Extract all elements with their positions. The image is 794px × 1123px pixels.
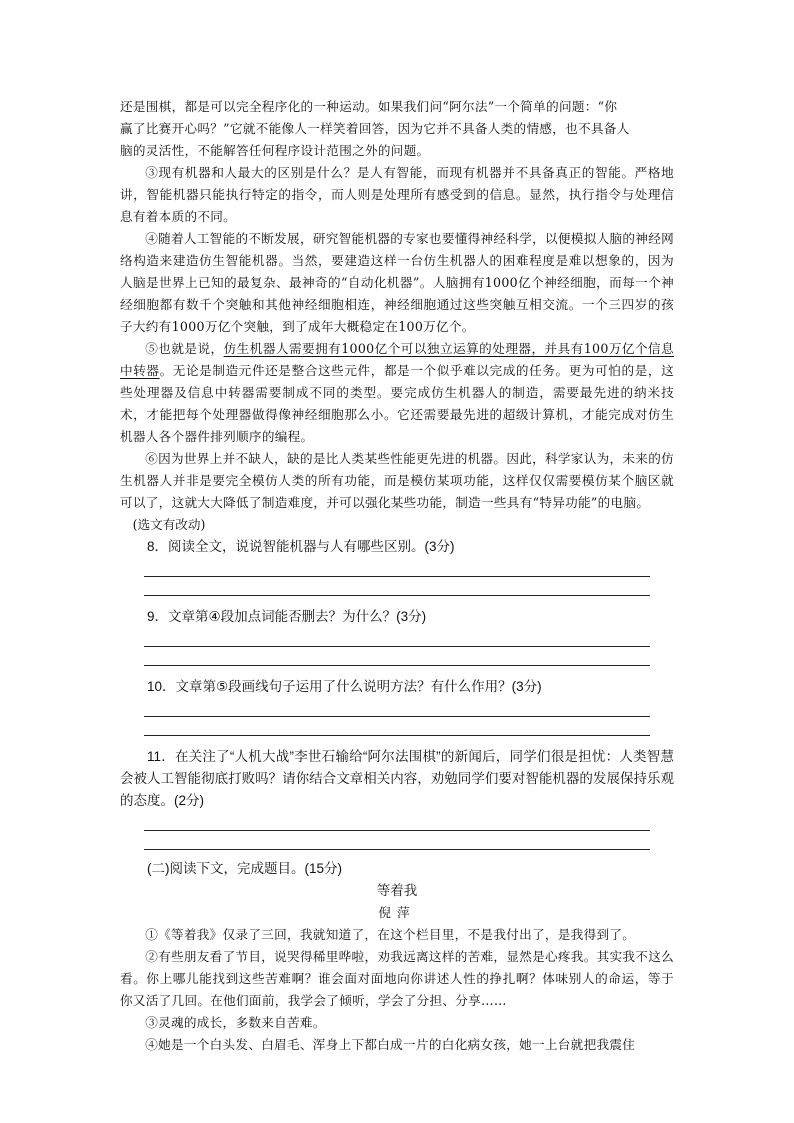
passage1-para2-line1: 还是围棋，都是可以完全程序化的一种运动。如果我们问“阿尔法”一个简单的问题：“你 bbox=[120, 99, 618, 114]
para5-underlined-sentence: 仿生机器人需要拥有1000亿个可以独立运算的处理器，并具有100万亿个信息中转器 bbox=[120, 341, 675, 378]
section-2-heading: (二)阅读下文，完成题目。(15分) bbox=[147, 861, 342, 876]
article-title: 等着我 bbox=[376, 883, 418, 898]
passage1-para6: ⑥因为世界上并不缺人，缺的是比人类某些性能更先进的机器。因此，科学家认为，未来的仿生机器人并非是要完全模仿人类的所有功能，而是模仿某项功能，这样仅仅需要模仿某个脑区就可以了，这就大大降低了制造难度，并可以强化某些功能，制造一些具有“特异功能”的电脑。 bbox=[120, 451, 674, 510]
source-note: (选文有改动) bbox=[132, 517, 206, 532]
article-author: 倪萍 bbox=[378, 905, 416, 920]
article-para1: ①《等着我》仅录了三回，我就知道了，在这个栏目里，不是我付出了，是我得到了。 bbox=[145, 927, 636, 942]
question-11: 11．在关注了“人机大战”李世石输给“阿尔法围棋”的新闻后，同学们很是担忧：人类智慧会被人工智能彻底打败吗？请你结合文章相关内容，劝勉同学们要对智能机器的发展保持乐观的态度。(2分) bbox=[120, 749, 674, 808]
question-10: 10．文章第⑤段画线句子运用了什么说明方法？有什么作用？(3分) bbox=[147, 679, 542, 694]
question-8: 8．阅读全文，说说智能机器与人有哪些区别。(3分) bbox=[147, 539, 455, 554]
question-9: 9．文章第④段加点词能否删去？为什么？(3分) bbox=[147, 609, 427, 624]
passage1-para4: ④随着人工智能的不断发展，研究智能机器的专家也要懂得神经科学，以便模拟人脑的神经网络构造来建造仿生智能机器。当然，要建造这样一台仿生机器人的困难程度是难以想象的，因为人脑是世界上已知的最复杂、最神奇的“自动化机器”。人脑拥有1000亿个神经细胞，而每一个神经细胞都有数千个突触和其他神经细胞相连，神经细胞通过这些突触互相交流。一个三四岁的孩子大约有1000万亿个突触，到了成年大概稳定在100万亿个。 bbox=[120, 231, 674, 334]
passage1-para5 bbox=[120, 338, 674, 448]
passage1-para2-line2: 赢了比赛开心吗？”它就不能像人一样笑着回答，因为它并不具备人类的情感，也不具备人 bbox=[120, 121, 630, 136]
passage1-para3: ③现有机器和人最大的区别是什么？是人有智能，而现有机器并不具备真正的智能。严格地讲，智能机器只能执行特定的指令，而人则是处理所有感受到的信息。显然，执行指令与处理信息有着本质的不同。 bbox=[120, 165, 674, 224]
para5-prefix: ⑤也就是说， bbox=[145, 341, 224, 356]
document-page bbox=[120, 96, 674, 1056]
article-para2: ②有些朋友看了节目，说哭得稀里哗啦，劝我远离这样的苦难，显然是心疼我。其实我不这么看。你上哪儿能找到这些苦难啊？谁会面对面地向你讲述人性的挣扎啊？体味别人的命运，等于你又活了几回。在他们面前，我学会了倾听，学会了分担、分享…… bbox=[120, 949, 674, 1008]
article-para3: ③灵魂的成长，多数来自苦难。 bbox=[145, 1015, 326, 1030]
article-para4: ④她是一个白头发、白眉毛、浑身上下都白成一片的白化病女孩，她一上台就把我震住 bbox=[145, 1037, 636, 1052]
para5-rest: 。无论是制造元件还是整合这些元件，都是一个似乎难以完成的任务。更为可怕的是，这些处理器及信息中转器需要制成不同的类型。要完成仿生机器人的制造，需要最先进的纳米技术，才能把每个处理器做得像神经细胞那么小。它还需要最先进的超级计算机，才能完成对仿生机器人各个器件排列顺序的编程。 bbox=[120, 363, 674, 444]
passage1-para2-line3: 脑的灵活性，不能解答任何程序设计范围之外的问题。 bbox=[120, 143, 430, 158]
